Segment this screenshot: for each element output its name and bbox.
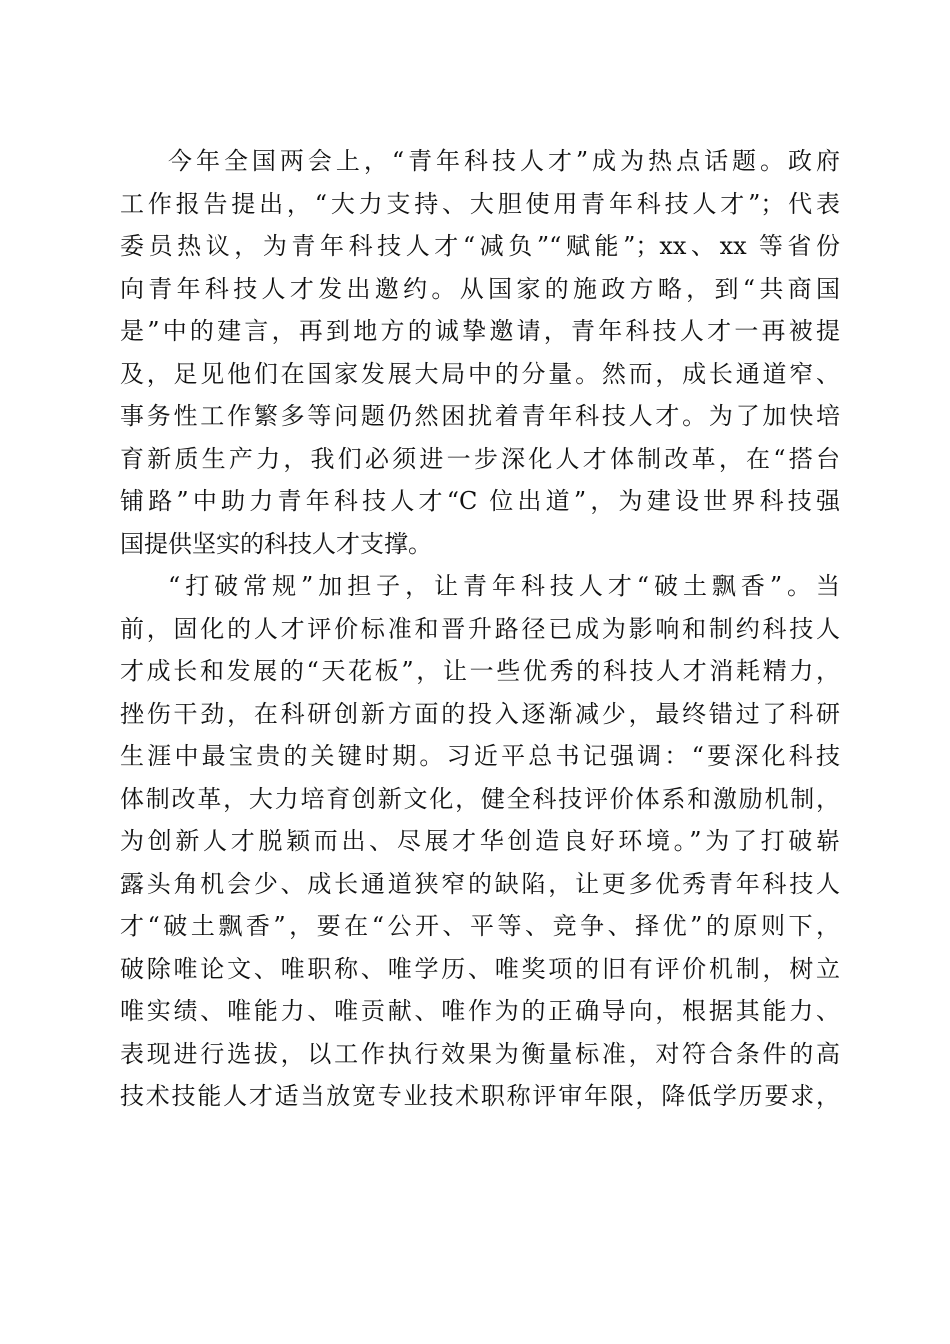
paragraph-line: 向青年科技人才发出邀约。从国家的施政方略，到“共商国 <box>120 274 840 303</box>
paragraph-line: 国提供坚实的科技人才支撑。 <box>120 529 432 558</box>
paragraph-line: 今年全国两会上，“青年科技人才”成为热点话题。政府 <box>168 147 840 175</box>
paragraph-line: 体制改革，大力培育创新文化，健全科技评价体系和激励机制， <box>120 784 840 813</box>
paragraph-line: “打破常规”加担子，让青年科技人才“破土飘香”。当 <box>168 572 840 600</box>
paragraph-line: 事务性工作繁多等问题仍然困扰着青年科技人才。为了加快培 <box>120 402 840 430</box>
paragraph-line: 前，固化的人才评价标准和晋升路径已成为影响和制约科技人 <box>120 614 840 643</box>
paragraph-line: 挫伤干劲，在科研创新方面的投入逐渐减少，最终错过了科研 <box>120 699 840 728</box>
paragraph-line: 工作报告提出，“大力支持、大胆使用青年科技人才”；代表 <box>120 189 840 218</box>
paragraph-line: 露头角机会少、成长通道狭窄的缺陷，让更多优秀青年科技人 <box>120 869 840 898</box>
document-body <box>120 140 840 1118</box>
paragraph-1 <box>120 140 840 565</box>
paragraph-line: 才“破土飘香”，要在“公开、平等、竞争、择优”的原则下， <box>120 912 840 940</box>
paragraph-line: 委员热议，为青年科技人才“减负”“赋能”；xx、xx 等省份 <box>120 232 840 260</box>
paragraph-line: 才成长和发展的“天花板”，让一些优秀的科技人才消耗精力， <box>120 657 840 685</box>
paragraph-line: 育新质生产力，我们必须进一步深化人才体制改革，在“搭台 <box>120 444 840 473</box>
paragraph-line: 是”中的建言，再到地方的诚挚邀请，青年科技人才一再被提 <box>120 317 840 345</box>
paragraph-line: 铺路”中助力青年科技人才“C 位出道”，为建设世界科技强 <box>120 487 840 515</box>
paragraph-line: 表现进行选拔，以工作执行效果为衡量标准，对符合条件的高 <box>120 1039 840 1068</box>
paragraph-line: 唯实绩、唯能力、唯贡献、唯作为的正确导向，根据其能力、 <box>120 997 840 1025</box>
paragraph-line: 为创新人才脱颖而出、尽展才华创造良好环境。”为了打破崭 <box>120 827 840 855</box>
paragraph-line: 技术技能人才适当放宽专业技术职称评审年限，降低学历要求， <box>120 1082 840 1110</box>
paragraph-line: 生涯中最宝贵的关键时期。习近平总书记强调：“要深化科技 <box>120 742 840 770</box>
paragraph-line: 破除唯论文、唯职称、唯学历、唯奖项的旧有评价机制，树立 <box>120 954 840 983</box>
paragraph-line: 及，足见他们在国家发展大局中的分量。然而，成长通道窄、 <box>120 359 840 388</box>
paragraph-2 <box>120 565 840 1118</box>
